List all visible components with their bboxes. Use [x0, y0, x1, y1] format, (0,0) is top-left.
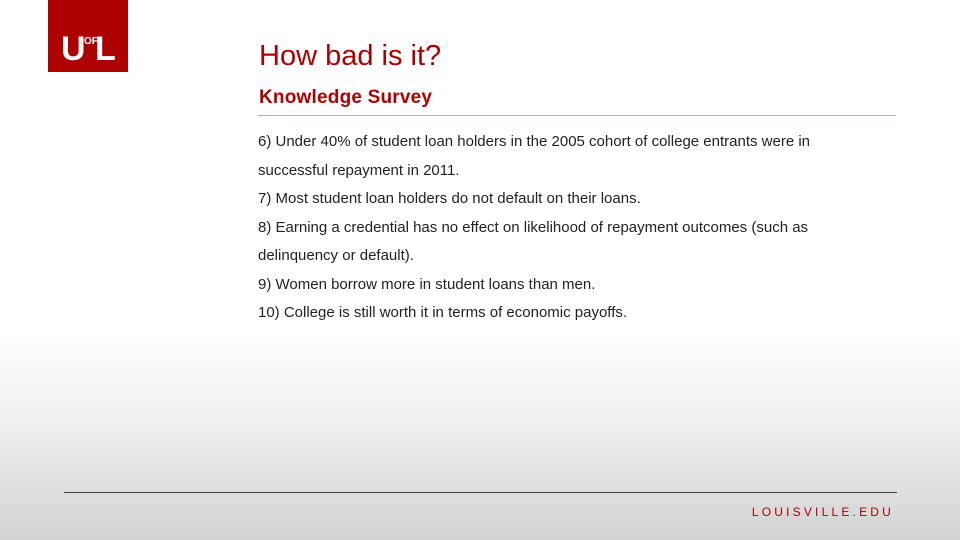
- footer-divider: [64, 492, 897, 493]
- survey-item: 7) Most student loan holders do not default on their loans.: [258, 190, 641, 207]
- title-divider: [258, 115, 896, 116]
- footer-url[interactable]: LOUISVILLE.EDU: [751, 505, 894, 519]
- logo-letters-of: OF: [84, 36, 98, 47]
- survey-list: [258, 128, 878, 328]
- logo-letter-l: L: [95, 30, 116, 68]
- slide-subtitle: Knowledge Survey: [259, 87, 433, 108]
- survey-item: 9) Women borrow more in student loans than men.: [258, 275, 596, 293]
- university-logo: [48, 0, 128, 72]
- survey-item: 6) Under 40% of student loan holders in the 2005 cohort of college entrants were in successful repayment in 2011.: [258, 133, 811, 179]
- logo-letter-u: U: [61, 30, 86, 68]
- survey-item: 10) College is still worth it in terms of economic payoffs.: [258, 304, 628, 321]
- slide-title: How bad is it?: [259, 40, 442, 72]
- logo-icon: [48, 0, 128, 72]
- survey-item: 8) Earning a credential has no effect on likelihood of repayment outcomes (such as delinquency or default).: [258, 218, 809, 264]
